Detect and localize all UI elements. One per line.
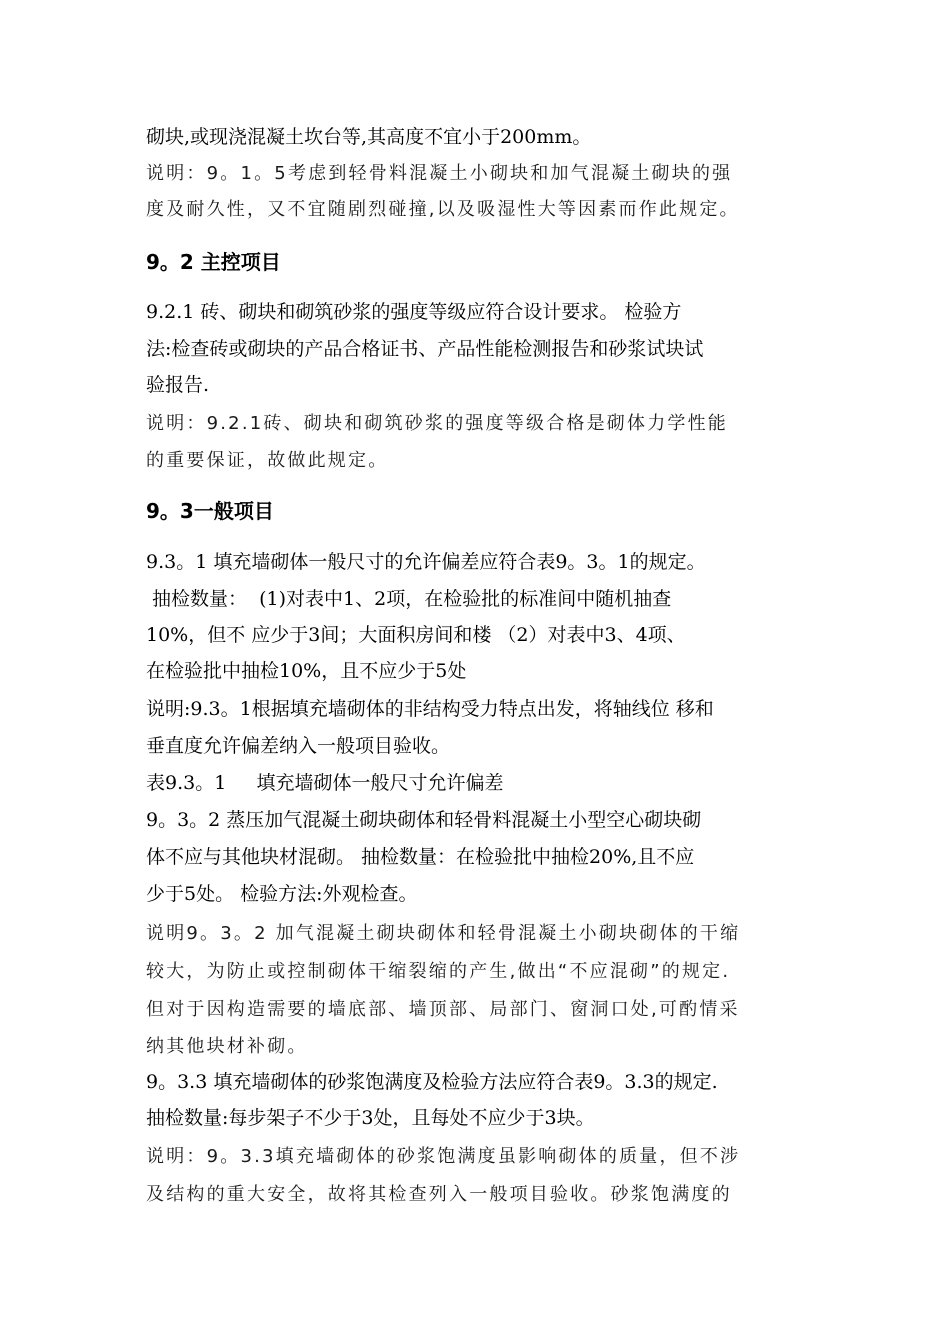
table-caption: 表9.3。1 填充墙砌体一般尺寸允许偏差 — [146, 772, 504, 794]
text-line: 在检验批中抽检10%，且不应少于5处 — [146, 660, 467, 682]
section-heading: 9。2 主控项目 — [146, 250, 281, 274]
section-heading: 9。3一般项目 — [146, 499, 274, 523]
explanation-line: 说明：9.2.1砖、砌块和砌筑砂浆的强度等级合格是砌体力学性能 — [146, 413, 728, 434]
text-line: 9。3.3 填充墙砌体的砂浆饱满度及检验方法应符合表9。3.3的规定. — [146, 1071, 718, 1093]
text-line: 垂直度允许偏差纳入一般项目验收。 — [146, 735, 451, 757]
explanation-line: 及结构的重大安全，故将其检查列入一般项目验收。砂浆饱满度的 — [146, 1184, 732, 1205]
text-line: 验报告. — [146, 374, 210, 396]
text-line: 9.3。1 填充墙砌体一般尺寸的允许偏差应符合表9。3。1的规定。 — [146, 551, 706, 573]
explanation-line: 说明：9。1。5考虑到轻骨料混凝土小砌块和加气混凝土砌块的强 — [146, 163, 733, 184]
text-line: 10%，但不 应少于3间；大面积房间和楼 （2）对表中3、4项、 — [146, 624, 686, 646]
text-line: 体不应与其他块材混砌。 抽检数量：在检验批中抽检20%,且不应 — [146, 846, 695, 868]
text-line: 9.2.1 砖、砌块和砌筑砂浆的强度等级应符合设计要求。 检验方 — [146, 301, 682, 323]
text-line: 法:检查砖或砌块的产品合格证书、产品性能检测报告和砂浆试块试 — [146, 338, 704, 360]
explanation-line: 纳其他块材补砌。 — [146, 1036, 308, 1057]
text-line: 说明:9.3。1根据填充墙砌体的非结构受力特点出发，将轴线位 移和 — [146, 698, 714, 720]
text-line: 少于5处。 检验方法:外观检查。 — [146, 883, 418, 905]
explanation-line: 说明：9。3.3填充墙砌体的砂浆饱满度虽影响砌体的质量，但不涉 — [146, 1146, 741, 1167]
text-line: 抽检数量： (1)对表中1、2项，在检验批的标准间中随机抽查 — [146, 588, 672, 610]
explanation-line: 的重要保证，故做此规定。 — [146, 450, 389, 471]
explanation-line: 说明9。3。2 加气混凝土砌块砌体和轻骨混凝土小砌块砌体的干缩 — [146, 923, 741, 944]
explanation-line: 度及耐久性，又不宜随剧烈碰撞,以及吸湿性大等因素而作此规定。 — [146, 199, 740, 220]
explanation-line: 较大，为防止或控制砌体干缩裂缩的产生,做出“不应混砌”的规定. — [146, 961, 731, 982]
text-line: 抽检数量:每步架子不少于3处，且每处不应少于3块。 — [146, 1107, 595, 1129]
text-line: 砌块,或现浇混凝土坎台等,其高度不宜小于200mm。 — [146, 126, 592, 148]
explanation-line: 但对于因构造需要的墙底部、墙顶部、局部门、窗洞口处,可酌情采 — [146, 999, 740, 1020]
text-line: 9。3。2 蒸压加气混凝土砌块砌体和轻骨料混凝土小型空心砌块砌 — [146, 809, 702, 831]
